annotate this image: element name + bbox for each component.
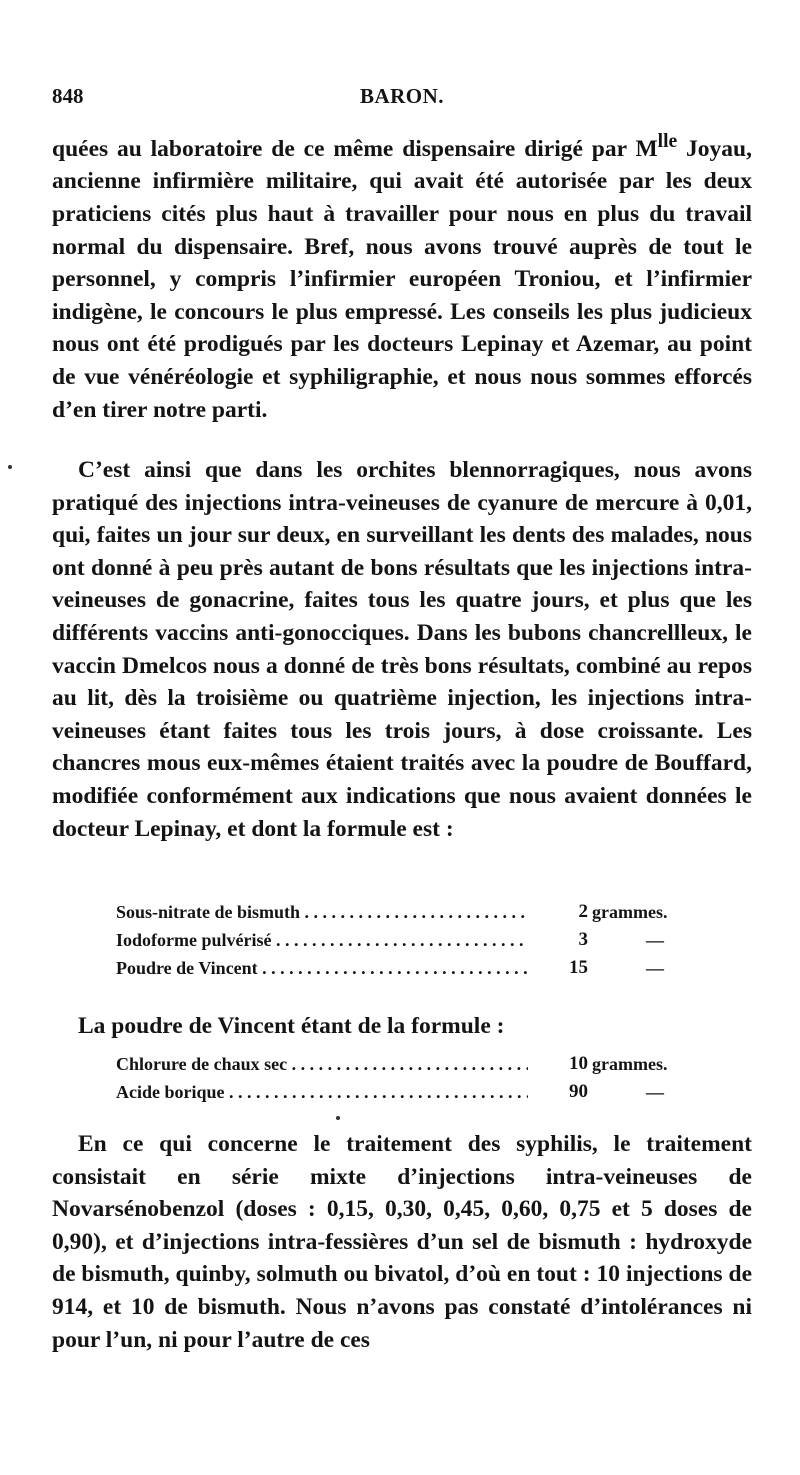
print-speck [336,1116,340,1120]
formula-table-vincent [116,1050,696,1106]
ingredient-name: Poudre de Vincent . . . [116,954,528,982]
ingredient-quantity: 15 [569,957,588,978]
ingredient-quantity: 10 [569,1053,588,1074]
ingredient-name: Chlorure de chaux sec . . . [116,1050,528,1078]
ingredient-quantity: 90 [569,1081,588,1102]
ingredient-unit: — [646,1082,664,1102]
ingredient-quantity: 3 [578,929,588,950]
formula-row [116,1078,696,1106]
page-header [52,84,752,114]
formula-row [116,954,696,982]
ingredient-name: Iodoforme pulvérisé . . . [116,926,528,954]
ingredient-unit: grammes. [592,1054,668,1074]
ingredient-unit: — [646,930,664,950]
paragraph-2: C’est ainsi que dans les orchites blennorragiques, nous avons pratiqué des injections intra-veineuses de cyanure de mercure à 0,01, qui, faites un jour sur deux, en surveillant les dents des malades, nous ont donné à peu près autant de bons résultats que les injections intra-veineuses de gonacrine, faites tous les quatre jours, et plus que les différents vaccins anti-gonocciques. Dans les bubons chancrellleux, le vaccin Dmelcos nous a donné de très bons résultats, combiné au repos au lit, dès la troisième ou quatrième injection, les injections intra-veineuses étant faites tous les trois jours, à dose croissante. Les chancres mous eux-mêmes étaient traités avec la poudre de Bouffard, modifiée conformément aux indications que nous avaient données le docteur Lepinay, et dont la formule est : [52,457,752,842]
formula-table-bouffard [116,898,696,982]
page-number: 848 [52,84,84,108]
formula-row [116,926,696,954]
ingredient-name: Acide borique . . . [116,1078,528,1106]
ingredient-unit: — [646,958,664,978]
ingredient-unit: grammes. [592,902,668,922]
ingredient-name: Sous-nitrate de bismuth . . . [116,898,528,926]
print-speck [8,465,12,469]
paragraph-4: En ce qui concerne le traitement des syphilis, le traitement consistait en série mixte d’injections intra-veineuses de Novarsénobenzol (doses : 0,15, 0,30, 0,45, 0,60, 0,75 et 5 doses de 0,90), et d’injections intra-fessières d’un sel de bismuth : hydroxyde de bismuth, quinby, solmuth ou bivatol, d’où en tout : 10 injections de 914, et 10 de bismuth. Nous n’avons pas constaté d’intolérances ni pour l’un, ni pour l’autre de ces [52,1131,752,1353]
ingredient-quantity: 2 [578,901,588,922]
paragraph-3: La poudre de Vincent étant de la formule : [78,1013,505,1039]
running-head: BARON. [359,84,445,108]
formula-row [116,1050,696,1078]
formula-row [116,898,696,926]
paragraph-1: quées au laboratoire de ce même dispensaire dirigé par $M^{lle}$ Joyau, ancienne infirmière militaire, qui avait été autorisée par les deux praticiens cités plus haut à travailler pour nous en plus du travail normal du dispensaire. Bref, nous avons trouvé auprès de tout le personnel, y compris l’infirmier européen Troniou, et l’infirmier indigène, le concours le plus empressé. Les conseils les plus judicieux nous ont été prodigués par les docteurs Lepinay et Azemar, au point de vue vénéréologie et syphiligraphie, et nous nous sommes efforcés d’en tirer notre parti. [52,131,753,423]
